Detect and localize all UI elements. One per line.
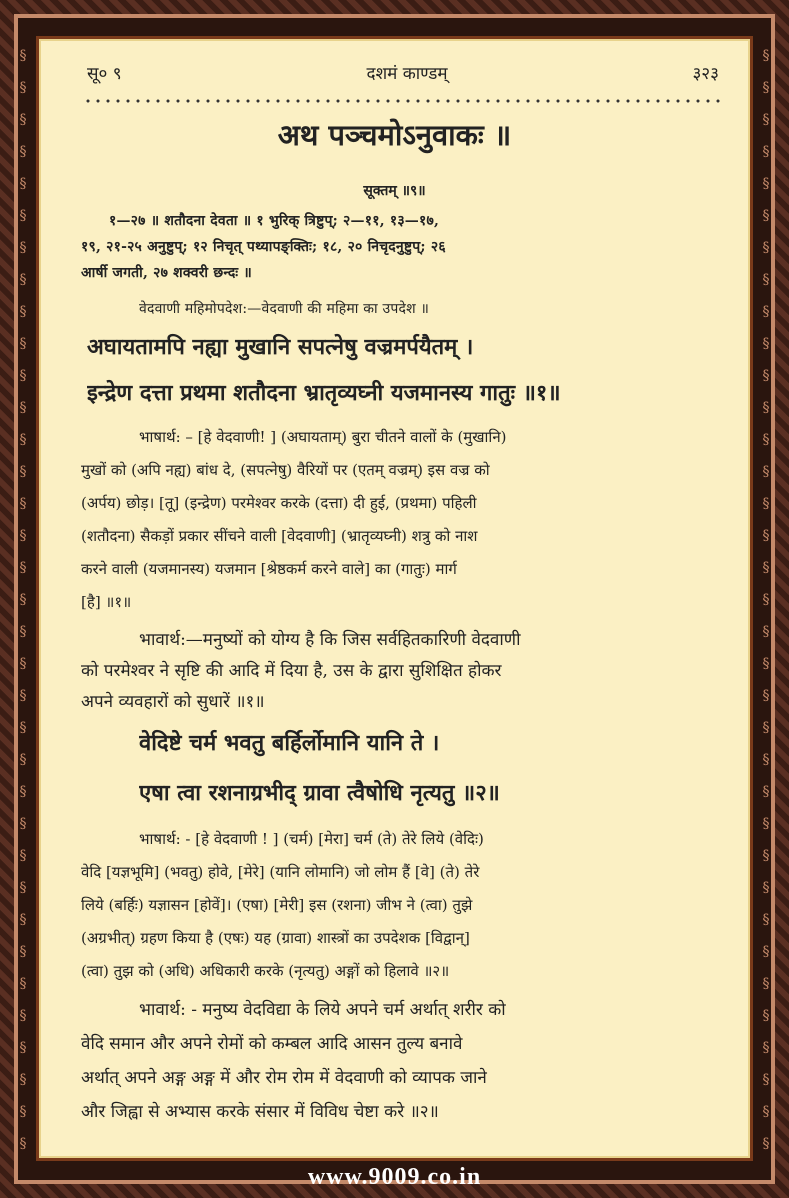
bhashartha-1-line-4: (शतौदना) सैकड़ों प्रकार सींचने वाली [वेदवाणी] (भ्रातृव्यघ्नी) शत्रु को नाश xyxy=(81,527,478,545)
bhashartha-2-line-2: वेदि [यज्ञभूमि] (भवतु) होवे, [मेरे] (यानि लोमानि) जो लोम हैं [वे] (ते) तेरे xyxy=(81,863,480,881)
book-page xyxy=(36,36,753,1161)
mantra-2-line-2: एषा त्वा रशनाग्रभीद् ग्रावा त्वैषोधि नृत्यतु ॥२॥ xyxy=(139,780,500,806)
bhavartha-1-line-3: अपने व्यवहारों को सुधारें ॥१॥ xyxy=(81,692,265,712)
bhashartha-1-line-5: करने वाली (यजमानस्य) यजमान [श्रेष्ठकर्म करने वाले] का (गातुः) मार्ग xyxy=(81,560,457,578)
right-ornament: § § § § § § § § § § § § § § § § § § § § § § § § § § § § § § § § § § § xyxy=(762,48,770,1152)
mantra-1-line-1: अघायतामपि नह्या मुखानि सपत्नेषु वज्रमर्पयैतम् । xyxy=(87,334,474,360)
bhashartha-2-line-4: (अग्रभीत्) ग्रहण किया है (एषः) यह (ग्रावा) शास्त्रों का उपदेशक [विद्वान्] xyxy=(81,929,470,947)
dotted-divider xyxy=(83,95,721,107)
bhavartha-2-line-4: और जिह्वा से अभ्यास करके संसार में विविध चेष्टा करे ॥२॥ xyxy=(81,1102,439,1122)
devata-line-3: आर्षी जगती, २७ शक्वरी छन्दः ॥ xyxy=(81,265,252,281)
bhavartha-1-line-1: भावार्थ:—मनुष्यों को योग्य है कि जिस सर्वहितकारिणी वेदवाणी xyxy=(139,630,521,650)
bhashartha-2-line-3: लिये (बर्हिः) यज्ञासन [होवें]। (एषा) [मेरी] इस (रशना) जीभ ने (त्वा) तुझे xyxy=(81,896,473,914)
mantra-1-line-2: इन्द्रेण दत्ता प्रथमा शतौदना भ्रातृव्यघ्नी यजमानस्य गातुः ॥१॥ xyxy=(87,380,561,406)
anuvaka-title: अथ पञ्चमोऽनुवाकः ॥ xyxy=(277,118,512,152)
bhashartha-1-line-1: भाषार्थ: – [हे वेदवाणी! ] (अघायताम्) बुरा चीतने वालों के (मुखानि) xyxy=(139,428,507,446)
bhashartha-2-line-1: भाषार्थ: - [हे वेदवाणी ! ] (चर्म) [मेरा] चर्म (ते) तेरे लिये (वेदिः) xyxy=(139,830,484,848)
bhavartha-2-line-3: अर्थात् अपने अङ्ग अङ्ग में और रोम रोम में वेदवाणी को व्यापक जाने xyxy=(81,1068,487,1088)
page-number: ३२३ xyxy=(692,64,719,84)
bhavartha-2-line-1: भावार्थ: - मनुष्य वेदविद्या के लिये अपने चर्म अर्थात् शरीर को xyxy=(139,1000,506,1020)
devata-line-1: १—२७ ॥ शतौदना देवता ॥ १ भुरिक् त्रिष्टुप्; २—११, १३—१७, xyxy=(109,213,440,229)
page-header xyxy=(87,61,719,84)
sukta-number: सू० ९ xyxy=(87,64,122,84)
devata-line-2: १९, २१-२५ अनुष्टुप्; १२ निचृत् पथ्यापङ्क्तिः; १८, २० निचृदनुष्टुप्; २६ xyxy=(81,239,446,255)
bhashartha-1-line-6: [है] ॥१॥ xyxy=(81,593,132,611)
bhashartha-1-line-2: मुखों को (अपि नह्य) बांध दे, (सपत्नेषु) वैरियों पर (एतम् वज्रम्) इस वज्र को xyxy=(81,461,490,479)
left-ornament: § § § § § § § § § § § § § § § § § § § § § § § § § § § § § § § § § § § xyxy=(19,48,27,1152)
bhavartha-1-line-2: को परमेश्वर ने सृष्टि की आदि में दिया है, उस के द्वारा सुशिक्षित होकर xyxy=(81,661,502,681)
bhavartha-2-line-2: वेदि समान और अपने रोमों को कम्बल आदि आसन तुल्य बनावे xyxy=(81,1034,463,1054)
kanda-title: दशमं काण्डम् xyxy=(366,64,448,84)
upadesha-line: वेदवाणी महिमोपदेश:—वेदवाणी की महिमा का उपदेश ॥ xyxy=(139,301,430,317)
bhashartha-1-line-3: (अर्पय) छोड़। [तू] (इन्द्रेण) परमेश्वर करके (दत्ता) दी हुई, (प्रथमा) पहिली xyxy=(81,494,477,512)
watermark-url: www.9009.co.in xyxy=(307,1164,482,1190)
bhashartha-2-line-5: (त्वा) तुझ को (अधि) अधिकारी करके (नृत्यतु) अङ्गों को हिलावे ॥२॥ xyxy=(81,962,450,980)
mantra-2-line-1: वेदिष्टे चर्म भवतु बर्हिर्लोमानि यानि ते । xyxy=(139,730,440,756)
sukta-heading: सूक्तम् ॥९॥ xyxy=(363,183,426,199)
